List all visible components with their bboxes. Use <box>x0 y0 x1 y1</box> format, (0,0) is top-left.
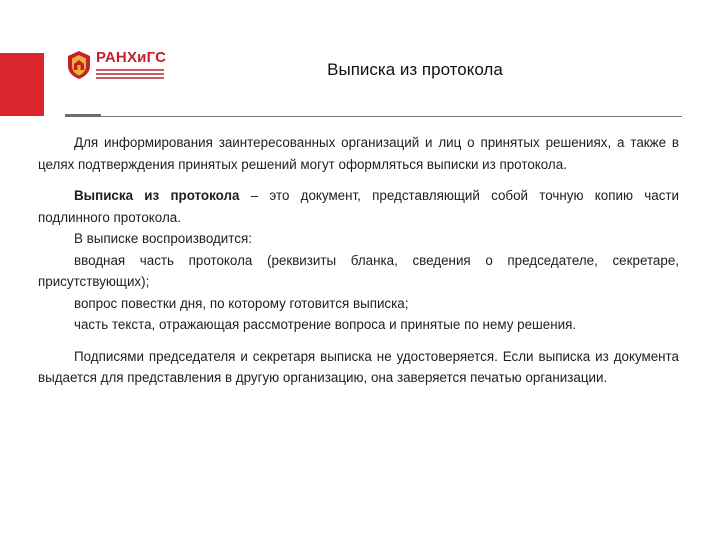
reproduces-intro: В выписке воспроизводится: <box>74 231 252 246</box>
list-item: вводная часть протокола (реквизиты бланка, сведения о председателе, секретаре, присутствующих); <box>38 252 679 289</box>
emblem-icon <box>66 50 92 80</box>
red-accent-bar <box>0 53 44 116</box>
list-item: вопрос повестки дня, по которому готовится выписка; <box>74 295 409 311</box>
slide-content <box>38 132 679 389</box>
title-divider <box>65 116 682 117</box>
ranepa-logo <box>66 50 176 86</box>
paragraph-definition <box>38 185 679 228</box>
logo-subtitle-lines <box>96 69 164 81</box>
definition-term: Выписка из протокола <box>74 188 240 203</box>
list-item: часть текста, отражающая рассмотрение вопроса и принятые по нему решения. <box>74 317 577 332</box>
slide-title: Выписка из протокола <box>327 60 503 79</box>
logo-name: РАНХиГС <box>96 49 167 66</box>
paragraph-purpose: Для информирования заинтересованных организаций и лиц о принятых решениях, а также в целях подтверждения принятых решений могут оформляться выписки из протокола. <box>38 135 679 172</box>
divider-accent <box>65 114 101 117</box>
paragraph-signatures: Подписями председателя и секретаря выписка не удостоверяется. Если выписка из документа выдается для представления в другую организацию, она заверяется печатью организации. <box>38 348 679 385</box>
definition-text: – это документ, представляющий собой точную копию части подлинного протокола. <box>38 188 680 225</box>
